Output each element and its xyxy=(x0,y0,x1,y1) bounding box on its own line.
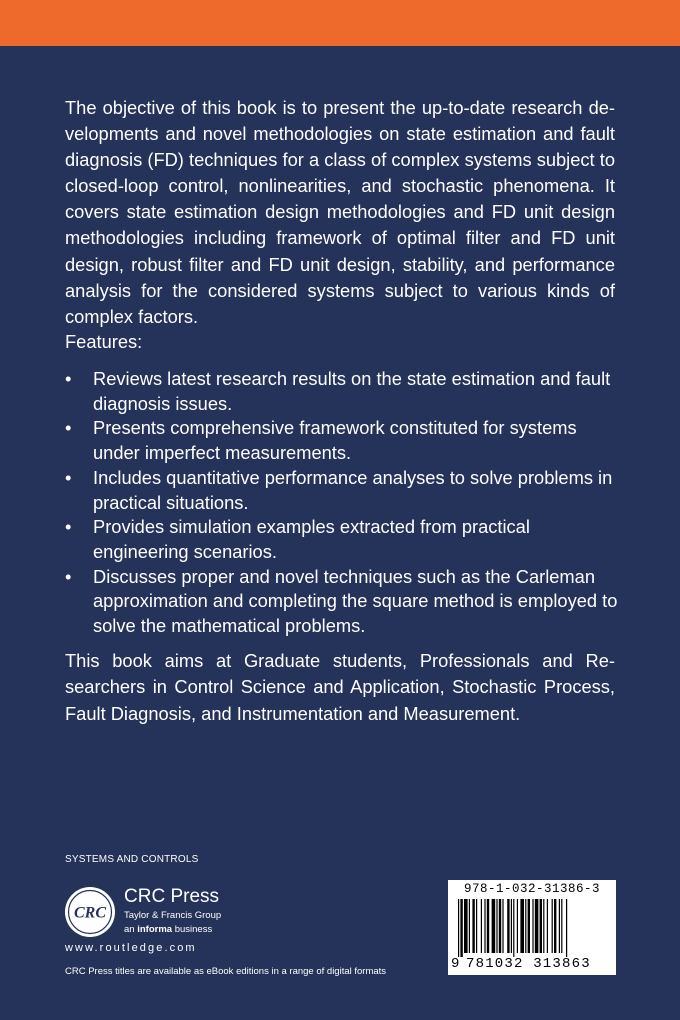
series-name: SYSTEMS AND CONTROLS xyxy=(65,854,199,865)
ean-rest-digits: 781032 313863 xyxy=(466,956,591,972)
top-accent-band xyxy=(0,0,680,46)
publisher-group: Taylor & Francis Group xyxy=(124,910,222,921)
ean-lead-digit: 9 xyxy=(451,956,461,972)
barcode-bar xyxy=(517,899,518,953)
feature-text: Provides simulation examples extracted from practical engineering scenarios. xyxy=(93,516,530,562)
feature-text: Includes quantitative performance analyses to solve problems in practical situations. xyxy=(93,466,613,513)
barcode-bar xyxy=(525,899,526,953)
features-heading: Features: xyxy=(65,331,143,352)
bullet-icon: • xyxy=(65,516,72,538)
barcode-bar xyxy=(513,899,514,957)
bullet-icon: • xyxy=(65,368,72,389)
barcode-bar xyxy=(543,899,544,953)
publisher-name: CRC Press xyxy=(124,886,220,907)
feature-item xyxy=(65,466,625,515)
barcode-bar xyxy=(458,899,459,957)
feature-item xyxy=(65,515,625,564)
barcode-bar xyxy=(547,899,548,953)
barcode-bar xyxy=(476,899,477,953)
feature-item xyxy=(65,416,625,465)
barcode-bar xyxy=(460,899,462,957)
barcode-bar xyxy=(540,899,542,953)
feature-item xyxy=(65,367,625,416)
bullet-icon: • xyxy=(65,565,72,587)
barcode-bar xyxy=(532,899,533,953)
barcode-bar xyxy=(520,899,524,953)
barcode-bar xyxy=(535,899,539,953)
barcode-bar xyxy=(502,899,503,953)
audience-statement: This book aims at Graduate students, Professionals and Researchers in Control Science and Application, Stochastic Process, Fault Diagnosis, and Instrumentation and Measurement. xyxy=(65,650,615,724)
barcode-bar xyxy=(566,899,567,957)
publisher-tagline xyxy=(124,924,212,935)
barcode-bar xyxy=(552,899,553,953)
barcode-bar xyxy=(528,899,530,953)
tag-suffix: business xyxy=(172,924,213,935)
isbn-number: 978-1-032-31386-3 xyxy=(463,882,601,896)
barcode-bar xyxy=(507,899,509,953)
barcode-bar xyxy=(464,899,468,953)
ebook-note: CRC Press titles are available as eBook editions in a range of digital formats xyxy=(65,966,387,977)
bullet-icon: • xyxy=(65,417,72,439)
barcode-bar xyxy=(492,899,496,953)
feature-text: Reviews latest research results on the state estimation and fault diagnosis issues. xyxy=(93,368,611,414)
barcode-bar xyxy=(469,899,470,953)
barcode-bar xyxy=(484,899,485,953)
barcode-bar xyxy=(487,899,489,953)
barcode-bars xyxy=(452,899,612,957)
feature-text: Discusses proper and novel techniques such as the Carleman approximation and completing the square method is employed to solve the mathematical problems. xyxy=(93,565,618,637)
crc-logo-text: CRC xyxy=(73,904,107,922)
features-list xyxy=(65,367,625,639)
barcode-bar xyxy=(496,899,497,953)
barcode-bar xyxy=(472,899,474,953)
isbn-barcode xyxy=(448,880,616,975)
book-description: The objective of this book is to present the up-to-date research developments and novel methodologies on state estimation and fault diagnosis (FD) techniques for a class of complex systems subject to closed-loop control, nonlinearities, and stochastic phenomena. It covers state estimation design methodologies and FD unit design methodologies including framework of optimal filter and FD unit design, robust filter and FD unit design, stability, and performance analysis for the considered systems subject to various kinds of complex factors. xyxy=(65,97,615,327)
tag-bold: informa xyxy=(137,924,173,935)
bullet-icon: • xyxy=(65,466,72,488)
feature-text: Presents comprehensive framework constituted for systems under imperfect measurements. xyxy=(93,417,577,464)
feature-item xyxy=(65,565,625,639)
barcode-bar xyxy=(554,899,556,953)
barcode-bar xyxy=(481,899,482,953)
tag-prefix: an xyxy=(124,924,138,935)
barcode-bar xyxy=(511,899,512,953)
crc-logo-icon xyxy=(64,886,116,938)
barcode-bar xyxy=(559,899,560,953)
barcode-bar xyxy=(499,899,501,953)
publisher-website[interactable]: www.routledge.com xyxy=(65,942,197,954)
barcode-bar xyxy=(561,899,562,953)
